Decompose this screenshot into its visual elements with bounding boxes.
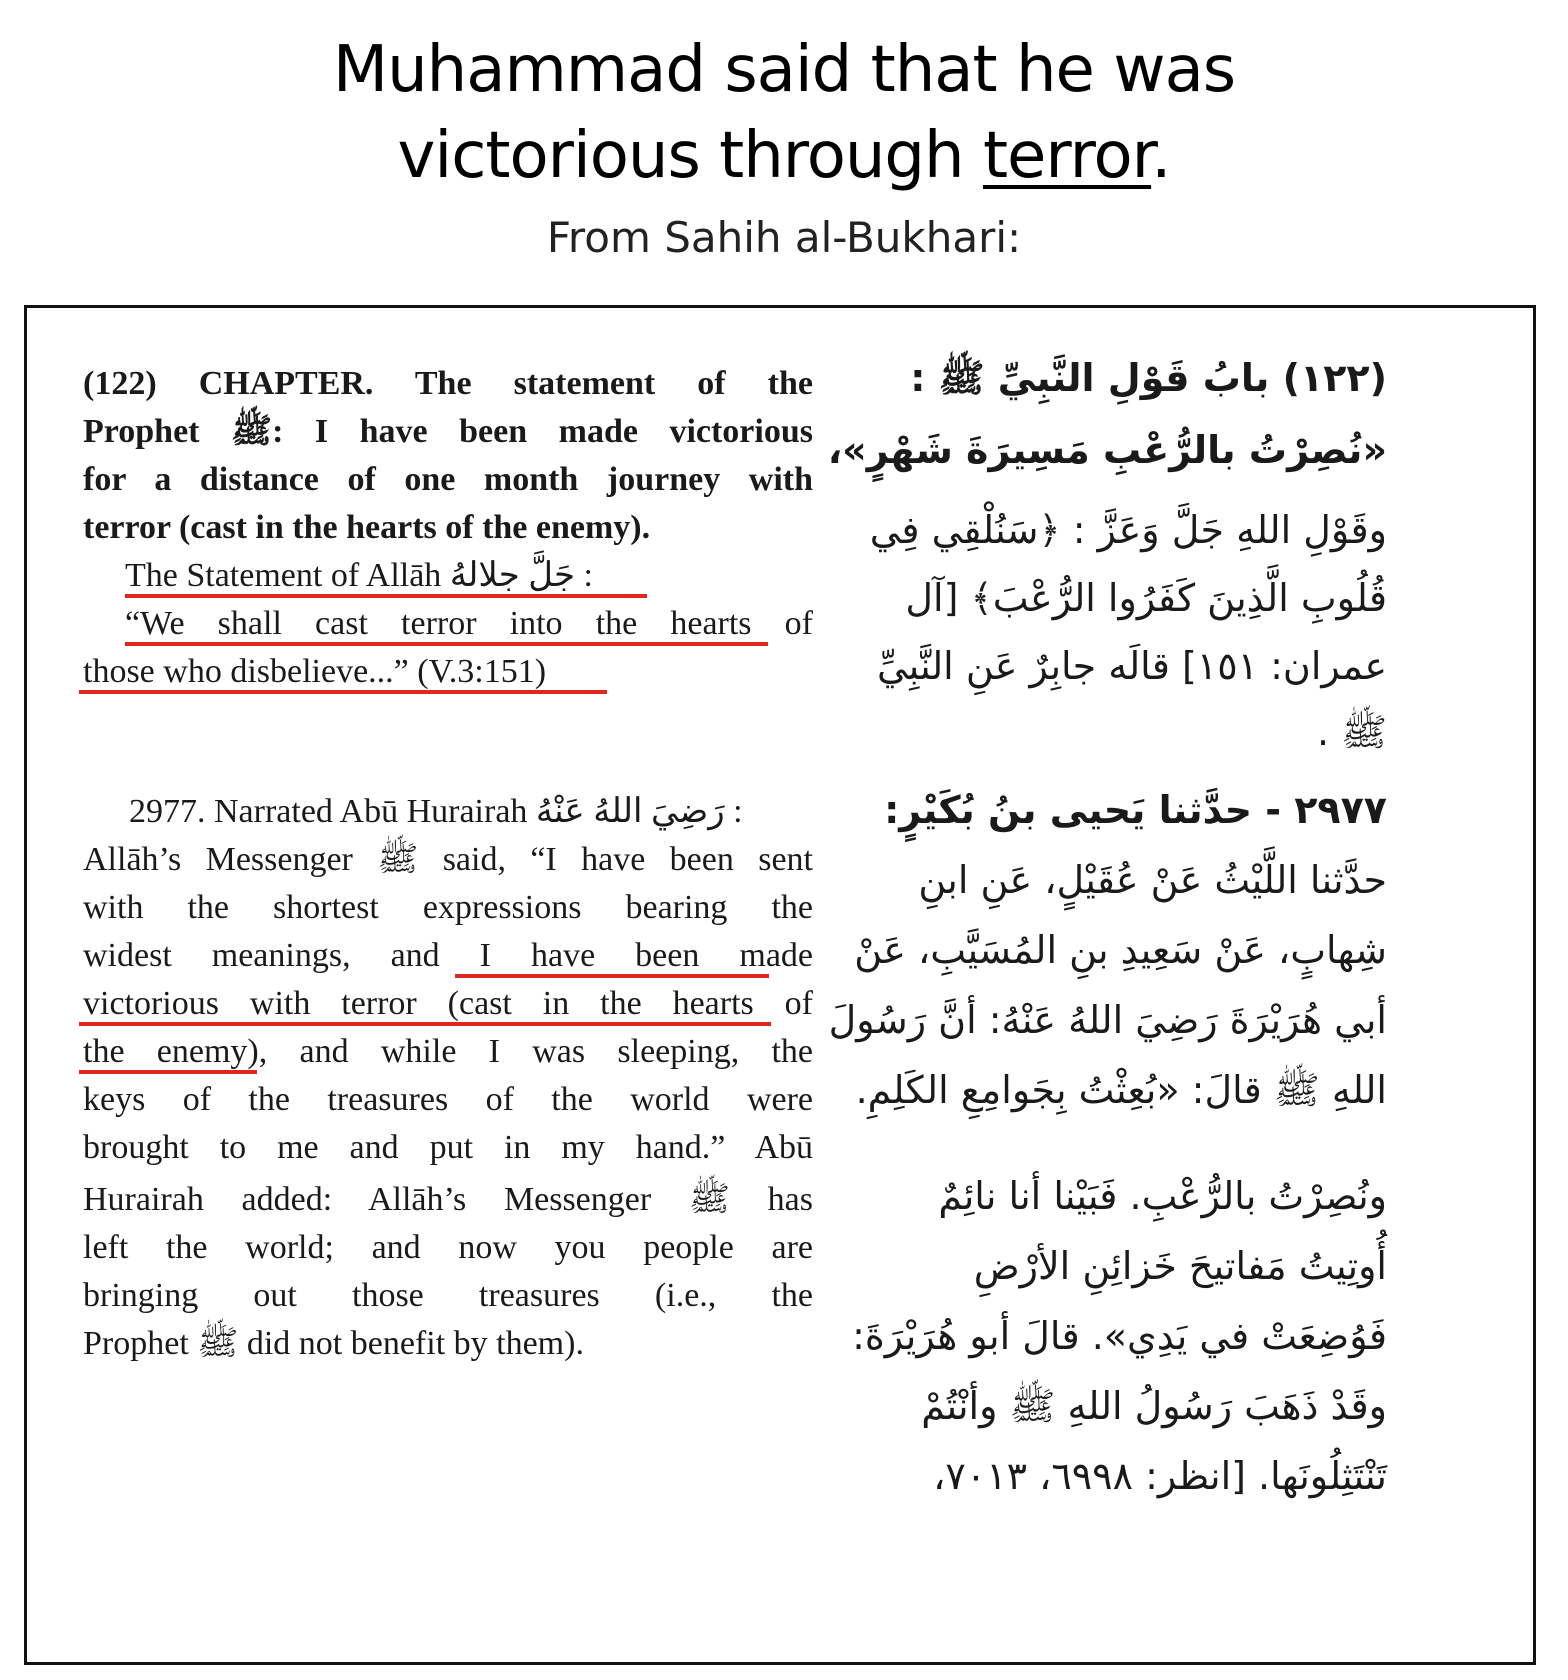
chapter-line: for a distance of one month journey with xyxy=(83,461,813,498)
highlight-underline xyxy=(455,974,769,978)
book-excerpt-frame xyxy=(24,305,1536,1665)
narration-line: bringing out those treasures (i.e., the xyxy=(83,1277,813,1314)
chapter-line: Prophet ﷺ: I have been made victorious xyxy=(83,413,813,450)
arabic-verse-line: قُلُوبِ الَّذِينَ كَفَرُوا الرُّعْبَ﴾ [آل xyxy=(905,576,1387,620)
narration-line: brought to me and put in my hand.” Abū xyxy=(83,1129,813,1166)
chapter-line: terror (cast in the hearts of the enemy). xyxy=(83,509,651,546)
narration-line: left the world; and now you people are xyxy=(83,1229,813,1266)
highlight-underline xyxy=(79,1070,257,1074)
title-prefix: victorious through xyxy=(397,119,983,193)
arabic-chapter-line: (١٢٢) بابُ قَوْلِ النَّبِيِّ ﷺ : xyxy=(910,356,1387,400)
highlight-underline xyxy=(79,690,607,694)
narration-line: Allāh’s Messenger ﷺ said, “I have been sent xyxy=(83,841,813,878)
arabic-verse-line: ﷺ . xyxy=(1316,710,1387,754)
narration-line: with the shortest expressions bearing the xyxy=(83,889,813,926)
chapter-line: (122) CHAPTER. The statement of the xyxy=(83,365,813,402)
narration-line: victorious with terror (cast in the hearts of xyxy=(83,985,813,1022)
arabic-hadith-line: ٢٩٧٧ - حدَّثنا يَحيى بنُ بُكَيْرٍ: xyxy=(884,788,1387,832)
narration-line: widest meanings, and I have been made xyxy=(83,937,813,974)
arabic-hadith-line: اللهِ ﷺ قالَ: «بُعِثْتُ بِجَوامِعِ الكَلِمِ. xyxy=(855,1068,1387,1112)
narration-line: the enemy), and while I was sleeping, the xyxy=(83,1033,813,1070)
title-suffix: . xyxy=(1151,119,1171,193)
arabic-hadith-line: أبي هُرَيْرَةَ رَضِيَ اللهُ عَنْهُ: أنَّ رَسُولَ xyxy=(828,998,1387,1042)
highlight-underline xyxy=(125,594,647,598)
narration-line: 2977. Narrated Abū Hurairah رَضِيَ اللهُ عَنْهُ : xyxy=(129,793,743,830)
source-caption: From Sahih al-Bukhari: xyxy=(546,213,1022,262)
arabic-hadith-line: أُوتِيتُ مَفاتيحَ خَزائِنِ الأرْضِ xyxy=(973,1244,1387,1288)
page-title-line-1: Muhammad said that he was xyxy=(332,33,1236,107)
statement-line: The Statement of Allāh جَلَّ جلالهُ : xyxy=(125,557,593,594)
arabic-hadith-line: شِهابٍ، عَنْ سَعِيدِ بنِ المُسَيَّبِ، عَنْ xyxy=(854,928,1387,972)
arabic-hadith-line: ونُصِرْتُ بالرُّعْبِ. فَبَيْنا أنا نائِمٌ xyxy=(938,1174,1387,1218)
arabic-hadith-line: حدَّثنا اللَّيْثُ عَنْ عُقَيْلٍ، عَنِ ابنِ xyxy=(918,858,1387,902)
arabic-hadith-line: فَوُضِعَتْ في يَدِي». قالَ أبو هُرَيْرَةَ: xyxy=(852,1314,1387,1358)
highlight-underline xyxy=(125,642,768,646)
narration-line: keys of the treasures of the world were xyxy=(83,1081,813,1118)
page-title-line-2 xyxy=(0,116,1568,196)
arabic-verse-line: عمران: ١٥١] قالَه جابِرٌ عَنِ النَّبِيِّ xyxy=(877,644,1387,688)
narration-line: Hurairah added: Allāh’s Messenger ﷺ has xyxy=(83,1181,813,1218)
statement-line: “We shall cast terror into the hearts of xyxy=(125,605,813,642)
highlight-underline xyxy=(79,1022,771,1026)
title-underlined-word: terror xyxy=(982,119,1152,193)
arabic-verse-line: وقَوْلِ اللهِ جَلَّ وَعَزَّ : ﴿سَنُلْقِي فِي xyxy=(869,508,1387,552)
statement-line: those who disbelieve...” (V.3:151) xyxy=(83,653,547,690)
arabic-chapter-line: «نُصِرْتُ بالرُّعْبِ مَسِيرَةَ شَهْرٍ»، xyxy=(827,428,1387,472)
narration-line: Prophet ﷺ did not benefit by them). xyxy=(83,1325,584,1362)
arabic-hadith-line: تَنْتَثِلُونَها. [انظر: ٦٩٩٨، ٧٠١٣، xyxy=(933,1454,1387,1498)
arabic-hadith-line: وقَدْ ذَهَبَ رَسُولُ اللهِ ﷺ وأنْتُمْ xyxy=(921,1384,1387,1428)
